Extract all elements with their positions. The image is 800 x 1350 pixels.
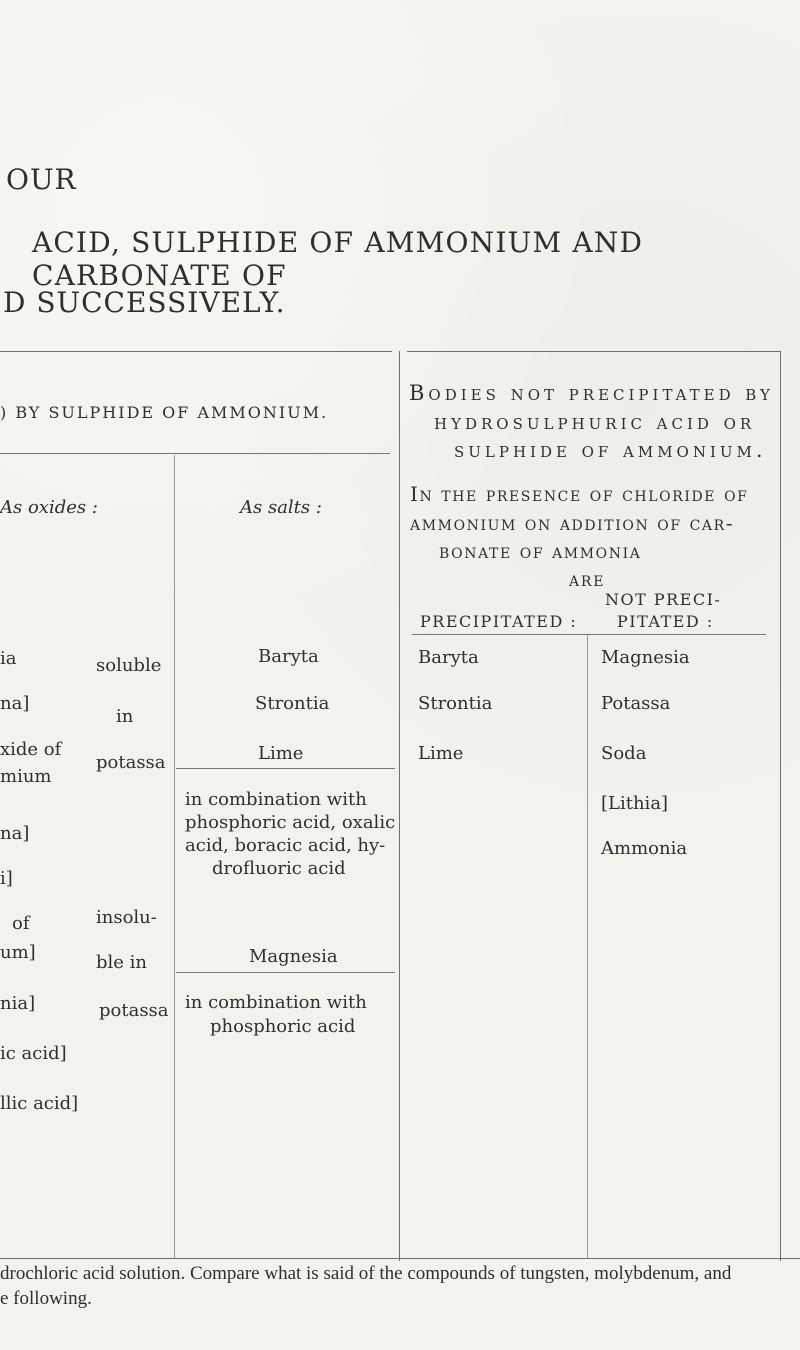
oxide-fragment-9: nia] — [0, 993, 36, 1014]
top-right-border — [407, 351, 780, 352]
salt-combination-6: phosphoric acid — [210, 1016, 356, 1037]
salt-magnesia-brace — [176, 972, 395, 973]
not-precipitated-item-1: Magnesia — [601, 647, 690, 668]
right-title-line-1: Bodies not precipitated by — [409, 381, 774, 405]
salt-lime-brace — [176, 768, 395, 769]
salt-lime: Lime — [258, 743, 304, 764]
oxide-fragment-7: of — [12, 913, 30, 934]
oxide-fragment-8: um] — [0, 942, 36, 963]
oxide-fragment-4: mium — [0, 766, 52, 787]
insoluble-label-1: insolu- — [96, 907, 157, 928]
top-left-border — [0, 351, 392, 352]
oxides-heading: As oxides : — [0, 497, 98, 518]
right-subtitle-line-2: ammonium on addition of car- — [410, 511, 735, 535]
insoluble-label-3: potassa — [99, 1000, 169, 1021]
left-section-brace — [0, 453, 390, 454]
salt-baryta: Baryta — [258, 646, 319, 667]
left-section-heading: ) BY SULPHIDE OF AMMONIUM. — [0, 403, 329, 422]
right-title-line-3: sulphide of ammonium. — [454, 438, 767, 462]
precipitation-brace — [412, 634, 766, 635]
right-subtitle-line-3: bonate of ammonia — [439, 539, 642, 563]
salt-strontia: Strontia — [255, 693, 330, 714]
oxide-fragment-2: na] — [0, 693, 30, 714]
soluble-label-3: potassa — [96, 752, 166, 773]
oxide-fragment-11: llic acid] — [0, 1093, 79, 1114]
salt-combination-1: in combination with — [185, 789, 367, 810]
page-heading-main: ACID, SULPHIDE OF AMMONIUM AND CARBONATE OF — [32, 226, 644, 292]
not-precipitated-item-4: [Lithia] — [601, 793, 669, 814]
salts-heading: As salts : — [240, 497, 322, 518]
not-precipitated-item-2: Potassa — [601, 693, 671, 714]
oxide-fragment-10: ic acid] — [0, 1043, 67, 1064]
insoluble-label-2: ble in — [96, 952, 148, 973]
right-outer-border — [780, 351, 781, 1261]
not-precipitated-item-5: Ammonia — [601, 838, 688, 859]
salt-combination-4: drofluoric acid — [212, 858, 346, 879]
oxide-fragment-3: xide of — [0, 739, 62, 760]
precipitated-label: PRECIPITATED : — [420, 612, 578, 631]
salt-magnesia: Magnesia — [249, 946, 338, 967]
not-precipitated-label-1: NOT PRECI- — [605, 590, 722, 609]
oxide-fragment-1: ia — [0, 648, 17, 669]
oxide-fragment-5: na] — [0, 823, 30, 844]
oxide-fragment-6: i] — [0, 868, 13, 889]
salt-combination-3: acid, boracic acid, hy- — [185, 835, 386, 856]
salt-combination-2: phosphoric acid, oxalic — [185, 812, 396, 833]
salt-combination-5: in combination with — [185, 992, 367, 1013]
page-heading-sub: D SUCCESSIVELY. — [3, 286, 286, 319]
precipitated-item-2: Strontia — [418, 693, 493, 714]
page-heading-fragment: OUR — [6, 163, 77, 196]
bottom-border — [0, 1258, 800, 1259]
not-precipitated-label-2: PITATED : — [617, 612, 714, 631]
right-subtitle-line-1: In the presence of chloride of — [410, 482, 749, 506]
right-subtitle-line-4: are — [569, 567, 606, 591]
precipitated-item-3: Lime — [418, 743, 464, 764]
footer-line-1: drochloric acid solution. Compare what is said of the compounds of tungsten, molybdenum, and — [0, 1263, 732, 1284]
main-vertical-divider — [399, 351, 400, 1261]
right-inner-divider — [587, 635, 588, 1258]
right-title-line-2: hydrosulphuric acid or — [434, 410, 756, 434]
left-inner-divider — [174, 455, 175, 1258]
soluble-label-1: soluble — [96, 655, 162, 676]
soluble-label-2: in — [116, 706, 134, 727]
precipitated-item-1: Baryta — [418, 647, 479, 668]
not-precipitated-item-3: Soda — [601, 743, 647, 764]
footer-line-2: e following. — [0, 1288, 92, 1309]
